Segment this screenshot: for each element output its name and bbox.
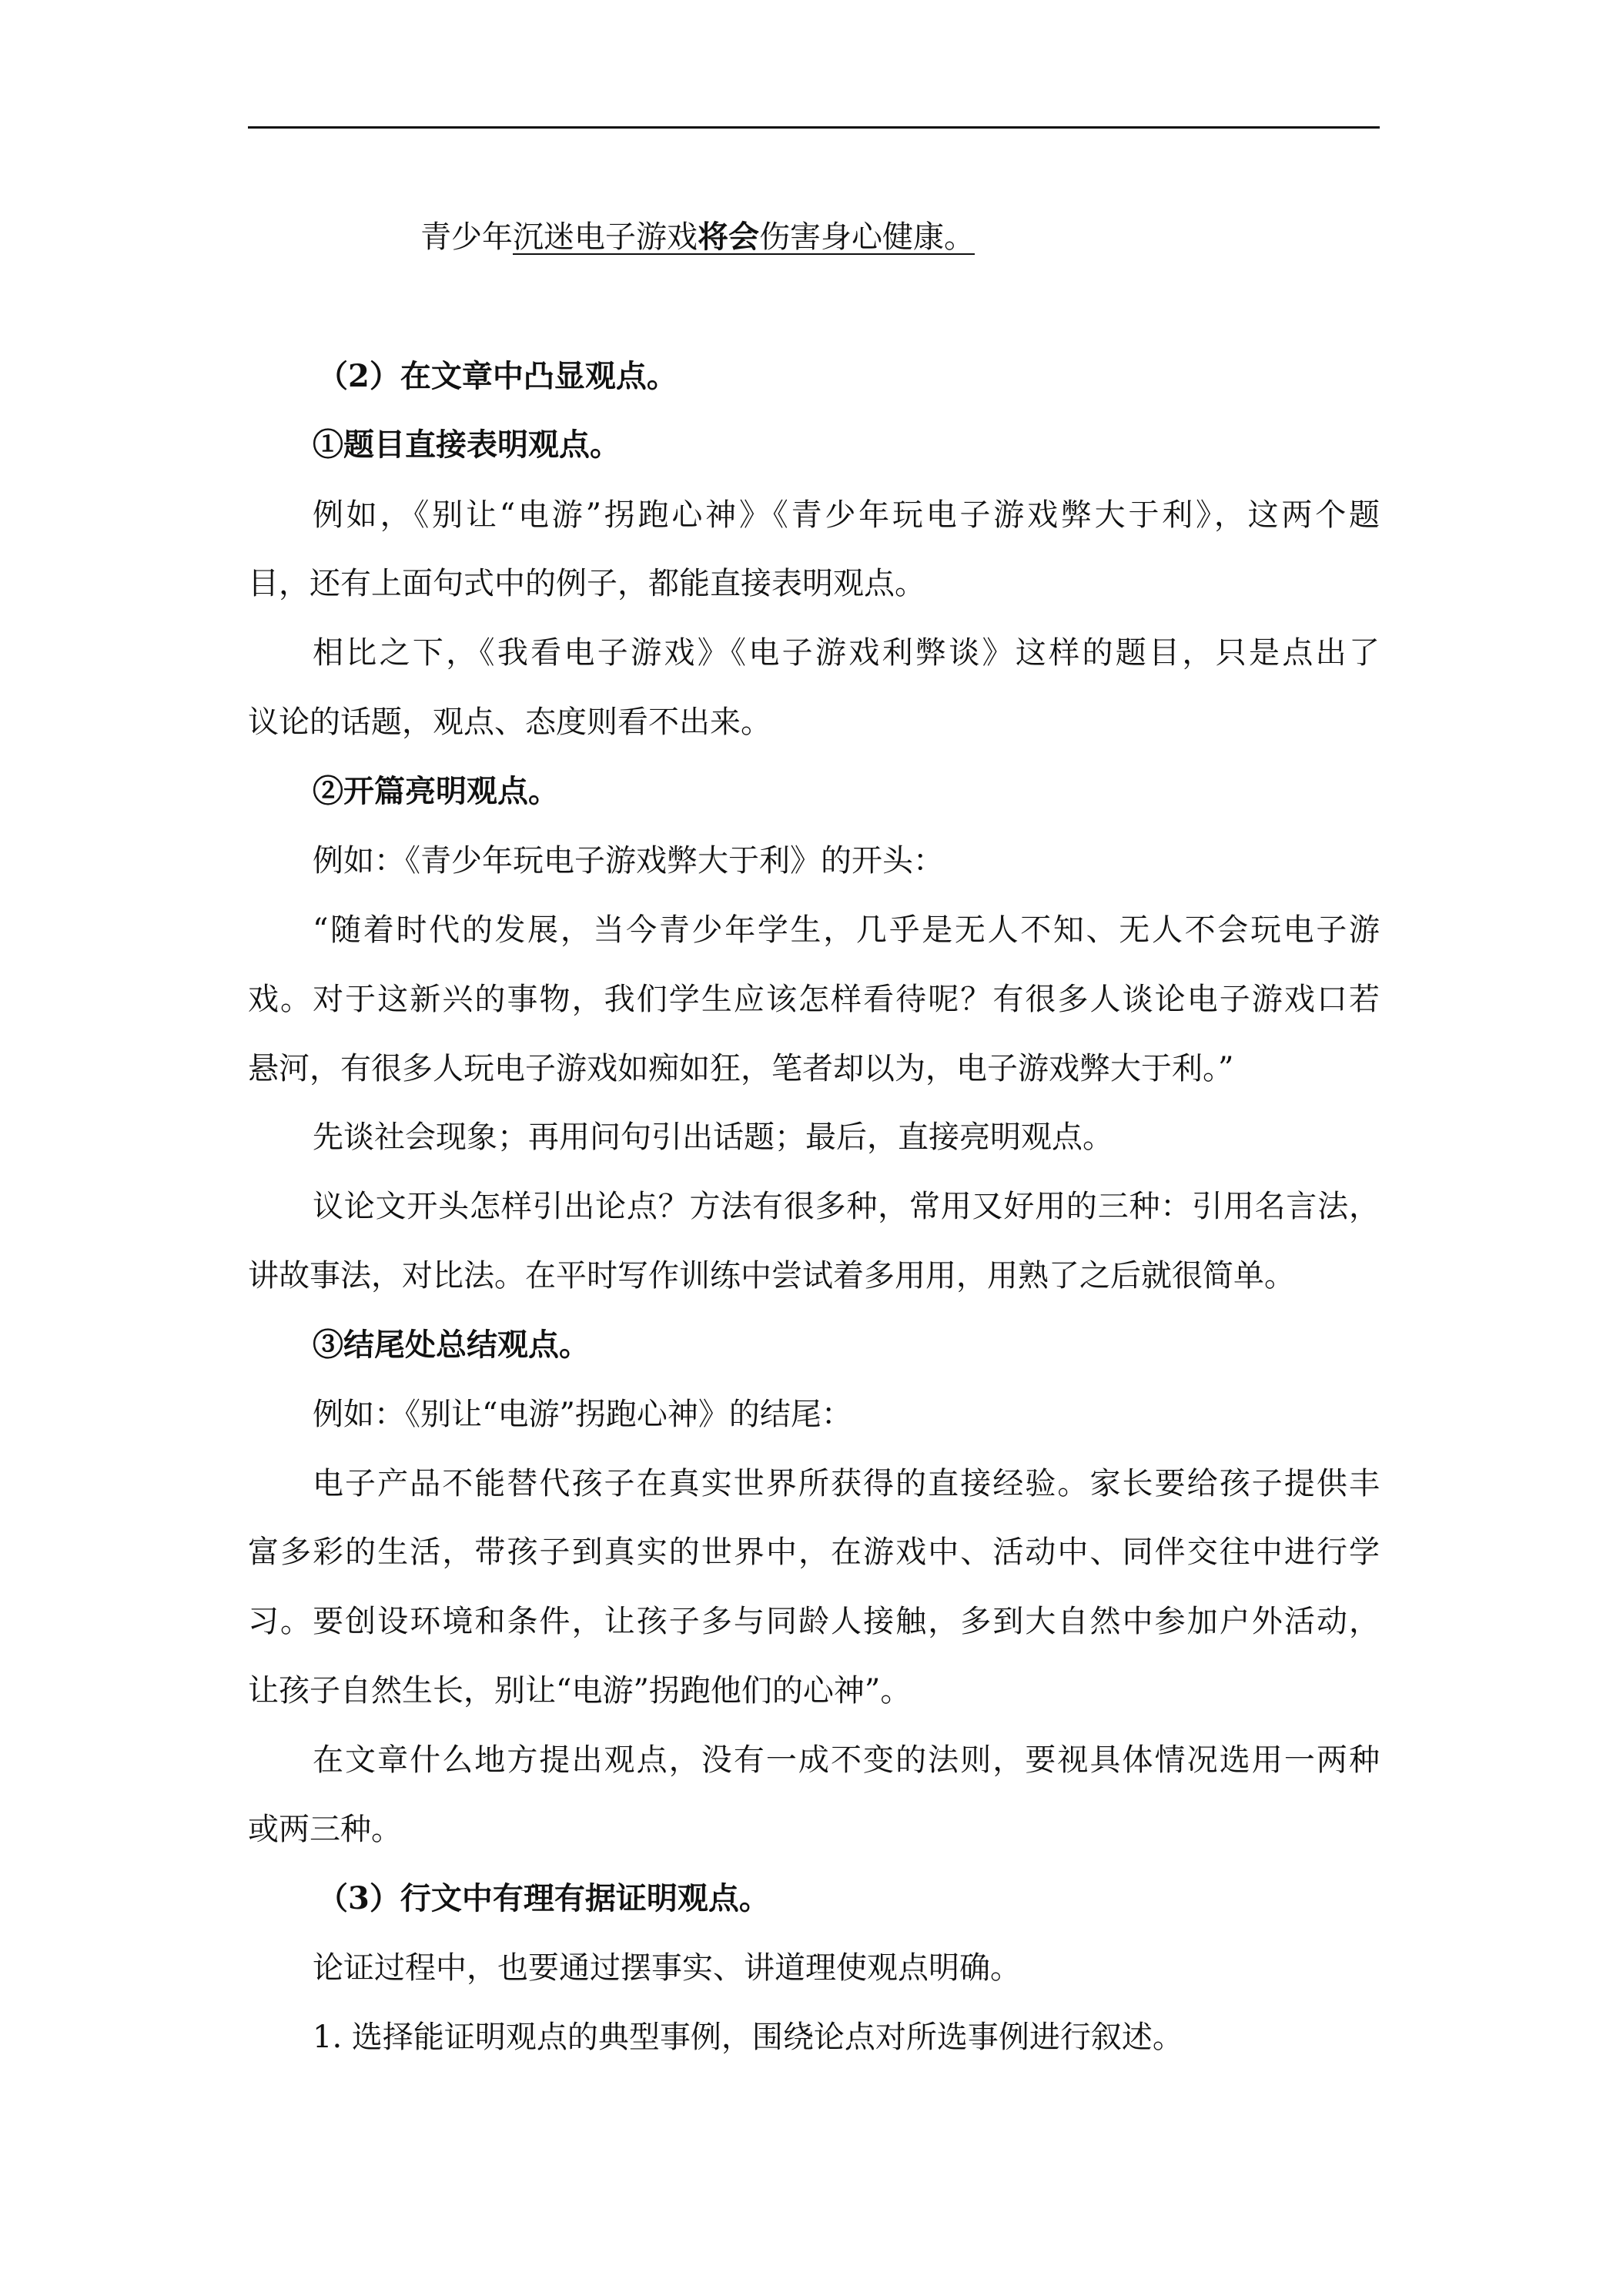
subsection-1-heading: ①题目直接表明观点。 — [313, 427, 621, 463]
example-sentence — [420, 217, 1552, 257]
paragraph-line: 讲故事法，对比法。在平时写作训练中尝试着多用用，用熟了之后就很简单。 — [248, 1258, 1295, 1294]
paragraph-line: 相比之下，《我看电子游戏》《电子游戏利弊谈》这样的题目，只是点出了 — [313, 635, 1380, 671]
quote-line: “随着时代的发展，当今青少年学生，几乎是无人不知、无人不会玩电子游 — [313, 912, 1380, 948]
quote-line: 让孩子自然生长，别让“电游”拐跑他们的心神”。 — [248, 1673, 912, 1709]
paragraph-line: 先谈社会现象；再用问句引出话题；最后，直接亮明观点。 — [313, 1120, 1113, 1155]
paragraph-line: 目，还有上面句式中的例子，都能直接表明观点。 — [248, 566, 925, 601]
paragraph-line: 例如，《别让“电游”拐跑心神》《青少年玩电子游戏弊大于利》，这两个题 — [313, 497, 1380, 533]
paragraph-line: 或两三种。 — [248, 1812, 402, 1847]
paragraph-line: 例如：《别让“电游”拐跑心神》的结尾： — [313, 1397, 852, 1432]
paragraph-line: 例如：《青少年玩电子游戏弊大于利》的开头： — [313, 843, 944, 879]
quote-line: 习。要创设环境和条件，让孩子多与同龄人接触，多到大自然中参加户外活动， — [248, 1604, 1380, 1639]
quote-line: 戏。对于这新兴的事物，我们学生应该怎样看待呢？有很多人谈论电子游戏口若 — [248, 982, 1380, 1017]
section-3-heading: （3）行文中有理有据证明观点。 — [317, 1880, 770, 1916]
section-2-heading: （2）在文章中凸显观点。 — [317, 358, 678, 394]
list-item: 1. 选择能证明观点的典型事例，围绕论点对所选事例进行叙述。 — [313, 2020, 1183, 2055]
subsection-3-heading: ③结尾处总结观点。 — [313, 1327, 590, 1363]
example-part-3: 伤害身心健康。 — [759, 219, 975, 255]
subsection-2-heading: ②开篇亮明观点。 — [313, 773, 559, 809]
quote-line: 富多彩的生活，带孩子到真实的世界中，在游戏中、活动中、同伴交往中进行学 — [248, 1535, 1380, 1570]
example-part-2: 将会 — [698, 219, 759, 255]
paragraph-line: 论证过程中，也要通过摆事实、讲道理使观点明确。 — [313, 1950, 1021, 1986]
quote-line: 电子产品不能替代孩子在真实世界所获得的直接经验。家长要给孩子提供丰 — [313, 1466, 1380, 1501]
paragraph-line: 议论的话题，观点、态度则看不出来。 — [248, 705, 771, 740]
example-prefix: 青少年 — [420, 219, 513, 255]
paragraph-line: 在文章什么地方提出观点，没有一成不变的法则，要视具体情况选用一两种 — [313, 1742, 1380, 1778]
quote-line: 悬河，有很多人玩电子游戏如痴如狂，笔者却以为，电子游戏弊大于利。” — [248, 1051, 1234, 1086]
header-rule — [248, 126, 1380, 129]
example-part-1: 沉迷电子游戏 — [513, 219, 698, 255]
paragraph-line: 议论文开头怎样引出论点？方法有很多种，常用又好用的三种：引用名言法， — [313, 1189, 1380, 1224]
